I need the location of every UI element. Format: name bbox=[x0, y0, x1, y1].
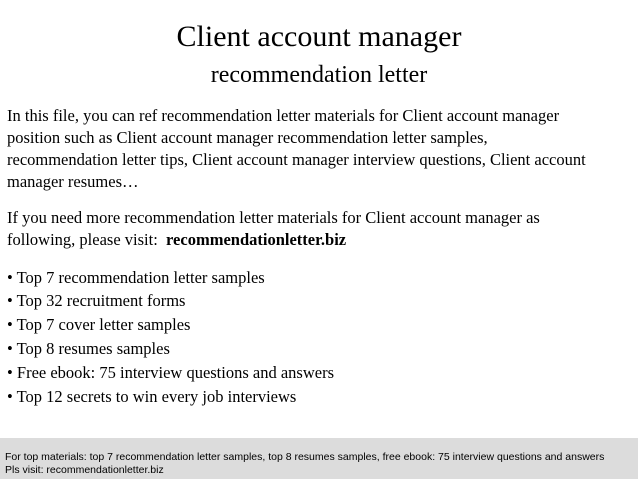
title-line-2: recommendation letter bbox=[210, 62, 428, 88]
list-item: • Top 32 recruitment forms bbox=[7, 290, 186, 310]
list-item: • Top 8 resumes samples bbox=[7, 338, 170, 358]
list-item: • Top 7 cover letter samples bbox=[7, 314, 191, 334]
recommendation-site-link[interactable]: recommendationletter.biz bbox=[166, 230, 347, 249]
list-item: • Free ebook: 75 interview questions and answers bbox=[7, 362, 334, 382]
bullet-list bbox=[7, 267, 334, 408]
more-paragraph bbox=[7, 207, 635, 251]
more-line-1: If you need more recommendation letter materials for Client account manager as bbox=[7, 208, 540, 227]
more-line-2 bbox=[7, 229, 635, 251]
intro-line-4: manager resumes… bbox=[7, 172, 139, 191]
list-item: • Top 12 secrets to win every job interviews bbox=[7, 386, 297, 406]
intro-line-3: recommendation letter tips, Client account manager interview questions, Client account bbox=[7, 150, 586, 169]
footer-bar bbox=[0, 438, 638, 479]
list-item: • Top 7 recommendation letter samples bbox=[7, 268, 265, 287]
intro-line-2: position such as Client account manager recommendation letter samples, bbox=[7, 128, 488, 147]
title-line-1: Client account manager bbox=[176, 20, 462, 53]
footer-line-1: For top materials: top 7 recommendation letter samples, top 8 resumes samples, free ebook: 75 interview questions and answers bbox=[5, 451, 605, 463]
more-line-2-prefix: following, please visit: bbox=[7, 230, 167, 249]
footer-line-2[interactable]: Pls visit: recommendationletter.biz bbox=[5, 464, 164, 476]
intro-line-1: In this file, you can ref recommendation letter materials for Client account manager bbox=[7, 106, 560, 125]
intro-paragraph bbox=[7, 105, 635, 193]
